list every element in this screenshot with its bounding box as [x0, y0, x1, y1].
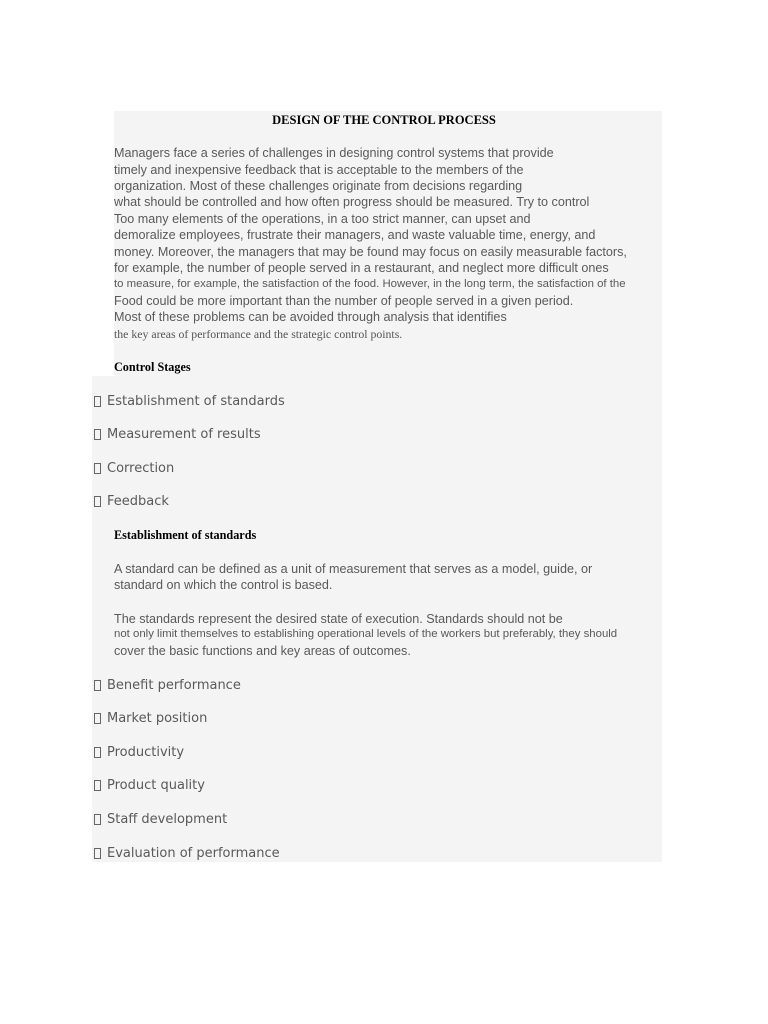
list-item-label: Feedback — [107, 493, 169, 509]
bullet-icon — [94, 848, 101, 859]
bullet-icon — [94, 496, 101, 507]
standards-line: A standard can be defined as a unit of measurement that serves as a model, guide, or — [114, 562, 593, 576]
bullet-icon — [94, 680, 101, 691]
intro-line: for example, the number of people served in a restaurant, and neglect more difficult ones — [114, 261, 609, 275]
list-item — [92, 844, 280, 862]
bullet-icon — [94, 463, 101, 474]
list-item — [92, 810, 227, 828]
intro-line: organization. Most of these challenges originate from decisions regarding — [114, 179, 523, 193]
intro-line: what should be controlled and how often progress should be measured. Try to control — [114, 195, 590, 209]
list-item — [92, 709, 207, 727]
intro-line: Most of these problems can be avoided through analysis that identifies — [114, 310, 507, 324]
bullet-icon — [94, 780, 101, 791]
document-title: DESIGN OF THE CONTROL PROCESS — [272, 113, 496, 127]
list-item — [92, 743, 184, 761]
bullet-icon — [94, 396, 101, 407]
list-item — [92, 676, 241, 694]
intro-line: timely and inexpensive feedback that is acceptable to the members of the — [114, 163, 524, 177]
list-item-label: Measurement of results — [107, 426, 261, 442]
intro-line: the key areas of performance and the strategic control points. — [114, 327, 403, 341]
standards-line: standard on which the control is based. — [114, 578, 333, 592]
intro-line: Managers face a series of challenges in designing control systems that provide — [114, 146, 554, 160]
list-item-label: Benefit performance — [107, 677, 241, 693]
list-item — [92, 425, 261, 443]
list-item — [92, 776, 205, 794]
standards-line: The standards represent the desired state of execution. Standards should not be — [114, 612, 563, 626]
intro-line: Too many elements of the operations, in a too strict manner, can upset and — [114, 212, 531, 226]
standards-line: not only limit themselves to establishing operational levels of the workers but preferably, they should — [114, 628, 618, 640]
list-item-label: Market position — [107, 710, 208, 726]
intro-line: to measure, for example, the satisfaction of the food. However, in the long term, the satisfaction of the — [114, 278, 626, 290]
bullet-icon — [94, 429, 101, 440]
list-item — [92, 492, 169, 510]
list-item — [92, 392, 285, 410]
intro-line: money. Moreover, the managers that may be found may focus on easily measurable factors, — [114, 245, 627, 259]
bullet-icon — [94, 713, 101, 724]
standards-line: cover the basic functions and key areas of outcomes. — [114, 644, 411, 658]
list-item-label: Evaluation of performance — [107, 845, 280, 861]
control-stages-heading: Control Stages — [114, 360, 191, 374]
intro-line: Food could be more important than the number of people served in a given period. — [114, 294, 574, 308]
list-item-label: Product quality — [107, 777, 205, 793]
list-item-label: Productivity — [107, 744, 185, 760]
list-item — [92, 459, 174, 477]
list-item-label: Staff development — [107, 811, 228, 827]
standards-heading: Establishment of standards — [114, 528, 257, 542]
bullet-icon — [94, 747, 101, 758]
list-item-label: Establishment of standards — [107, 393, 285, 409]
list-item-label: Correction — [107, 460, 175, 476]
bullet-icon — [94, 814, 101, 825]
intro-line: demoralize employees, frustrate their managers, and waste valuable time, energy, and — [114, 228, 596, 242]
